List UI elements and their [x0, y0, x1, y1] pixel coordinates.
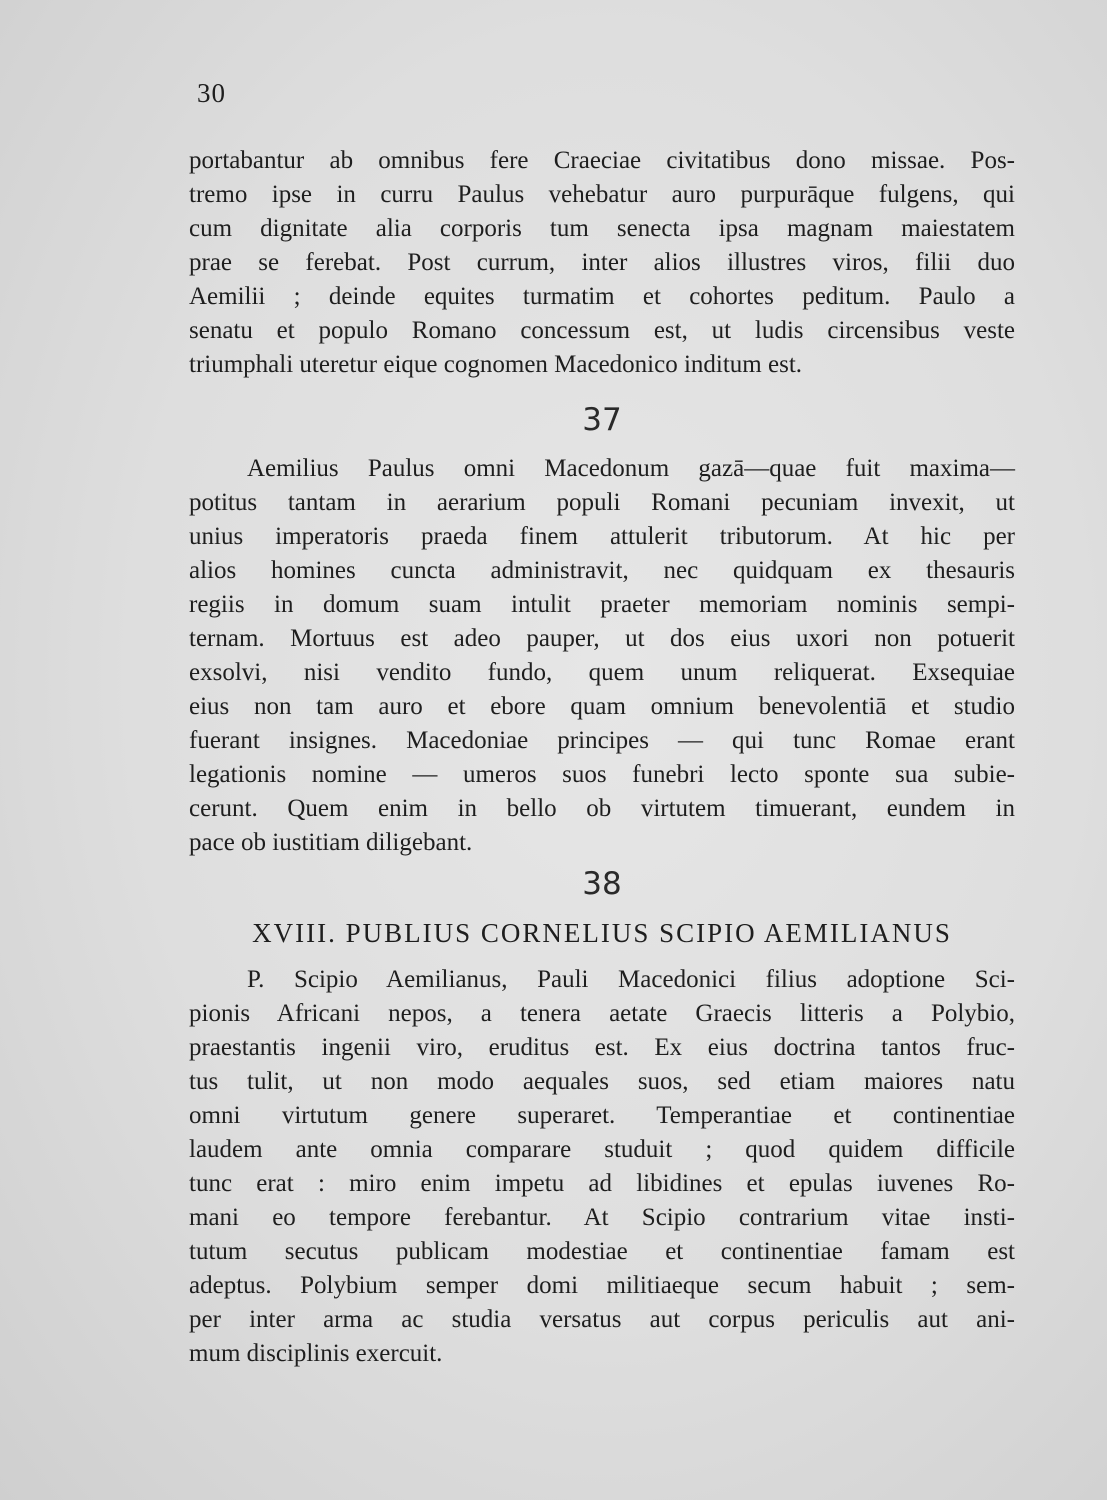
- text-line: pace ob iustitiam diligebant.: [189, 829, 473, 856]
- text-line: cerunt. Quem enim in bello ob virtutem timuerant, eundem in: [189, 795, 1015, 822]
- text-line: unius imperatoris praeda finem attulerit tributorum. At hic per: [189, 523, 1015, 550]
- text-line: omni virtutum genere superaret. Temperantiae et continentiae: [189, 1102, 1015, 1129]
- text-line: laudem ante omnia comparare studuit ; quod quidem difficile: [189, 1136, 1015, 1163]
- text-line: mum disciplinis exercuit.: [189, 1340, 443, 1367]
- text-line: mani eo tempore ferebantur. At Scipio contrarium vitae insti-: [189, 1204, 1015, 1231]
- text-line: triumphali uteretur eique cognomen Macedonico inditum est.: [189, 351, 803, 378]
- text-line: P. Scipio Aemilianus, Pauli Macedonici filius adoptione Sci-: [247, 966, 1015, 993]
- text-line: legationis nomine — umeros suos funebri lecto sponte sua subie-: [189, 761, 1015, 788]
- text-line: prae se ferebat. Post currum, inter alios illustres viros, filii duo: [189, 249, 1015, 276]
- text-line: exsolvi, nisi vendito fundo, quem unum reliquerat. Exsequiae: [189, 659, 1015, 686]
- text-line: adeptus. Polybium semper domi militiaeque secum habuit ; sem-: [189, 1272, 1015, 1299]
- text-line: tunc erat : miro enim impetu ad libidines et epulas iuvenes Ro-: [189, 1170, 1015, 1197]
- page-number: 30: [197, 78, 226, 108]
- text-line: alios homines cuncta administravit, nec quidquam ex thesauris: [189, 557, 1015, 584]
- section-38-text: [189, 963, 1015, 1371]
- text-line: tus tulit, ut non modo aequales suos, sed etiam maiores natu: [189, 1068, 1015, 1095]
- text-line: fuerant insignes. Macedoniae principes — qui tunc Romae erant: [189, 727, 1015, 754]
- text-line: per inter arma ac studia versatus aut corpus periculis aut ani-: [189, 1306, 1015, 1333]
- section-36-text: [189, 144, 1015, 382]
- section-number-37: 37: [582, 402, 622, 438]
- text-line: tutum secutus publicam modestiae et continentiae famam est: [189, 1238, 1015, 1265]
- section-number-38: 38: [582, 866, 622, 902]
- text-line: cum dignitate alia corporis tum senecta ipsa magnam maiestatem: [189, 215, 1015, 242]
- text-line: portabantur ab omnibus fere Craeciae civitatibus dono missae. Pos-: [189, 147, 1015, 174]
- text-line: Aemilii ; deinde equites turmatim et cohortes peditum. Paulo a: [189, 283, 1015, 310]
- text-line: praestantis ingenii viro, eruditus est. Ex eius doctrina tantos fruc-: [189, 1034, 1015, 1061]
- text-line: ternam. Mortuus est adeo pauper, ut dos eius uxori non potuerit: [189, 625, 1015, 652]
- text-line: tremo ipse in curru Paulus vehebatur auro purpurāque fulgens, qui: [189, 181, 1015, 208]
- text-line: regiis in domum suam intulit praeter memoriam nominis sempi-: [189, 591, 1015, 618]
- text-line: potitus tantam in aerarium populi Romani pecuniam invexit, ut: [189, 489, 1015, 516]
- chapter-title: XVIII. PUBLIUS CORNELIUS SCIPIO AEMILIANUS: [252, 918, 952, 948]
- text-line: Aemilius Paulus omni Macedonum gazā—quae fuit maxima—: [247, 455, 1015, 482]
- text-line: eius non tam auro et ebore quam omnium benevolentiā et studio: [189, 693, 1015, 720]
- section-37-text: [189, 452, 1015, 860]
- text-line: senatu et populo Romano concessum est, ut ludis circensibus veste: [189, 317, 1015, 344]
- text-line: pionis Africani nepos, a tenera aetate Graecis litteris a Polybio,: [189, 1000, 1015, 1027]
